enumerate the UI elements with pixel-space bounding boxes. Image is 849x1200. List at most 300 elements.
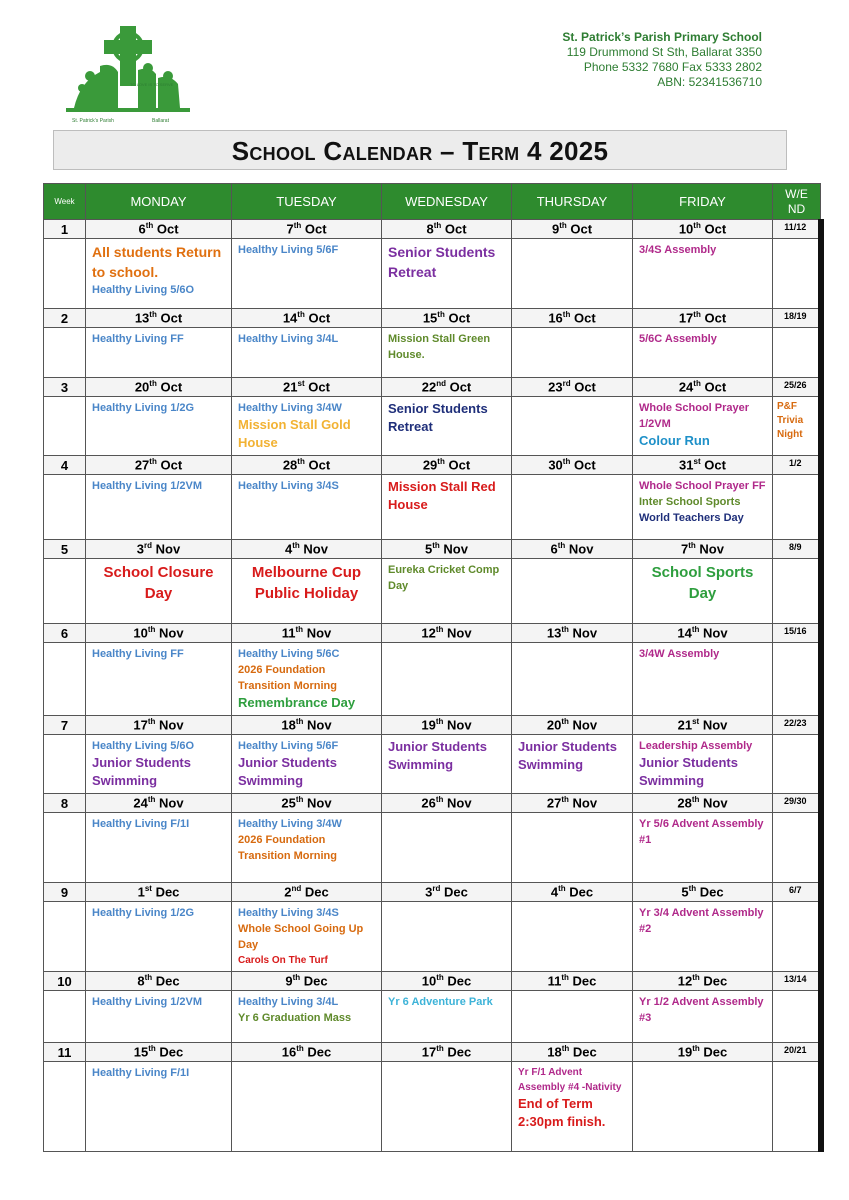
date-tue: [232, 624, 382, 643]
week-events-row: [44, 813, 821, 883]
date-number: 3: [425, 884, 433, 900]
date-month: Nov: [307, 717, 332, 733]
events-fri: [633, 902, 773, 972]
date-number: 29: [422, 457, 438, 473]
date-tue: [232, 378, 382, 397]
school-abn: ABN: 52341536710: [657, 75, 762, 89]
events-thu: [512, 813, 633, 883]
events-thu: [512, 1062, 633, 1152]
week-events-row: [44, 559, 821, 624]
date-wed: [382, 309, 512, 328]
date-suffix: nd: [291, 884, 302, 894]
date-number: 28: [282, 457, 298, 473]
calendar-event: Junior Students Swimming: [639, 755, 738, 788]
date-month: Nov: [572, 717, 598, 733]
date-month: Dec: [447, 973, 472, 989]
events-mon: [86, 735, 232, 794]
date-mon: [86, 456, 232, 475]
calendar-event: Melbourne Cup Public Holiday: [251, 564, 362, 602]
date-number: 15: [133, 1044, 149, 1060]
events-fri: [633, 1062, 773, 1152]
week-number: 3: [44, 378, 86, 397]
date-suffix: th: [148, 1044, 156, 1054]
events-tue: [232, 735, 382, 794]
date-fri: [633, 716, 773, 735]
date-suffix: rd: [432, 884, 441, 894]
events-wend: [773, 991, 821, 1043]
calendar-event: Senior Students Retreat: [388, 244, 496, 280]
calendar-event: Healthy Living 5/6F: [238, 244, 339, 256]
week-events-row: [44, 475, 821, 540]
date-wed: [382, 972, 512, 991]
date-suffix: th: [561, 1044, 570, 1054]
date-month: Nov: [568, 541, 594, 557]
calendar-event: Junior Students Swimming: [92, 755, 191, 788]
date-number: 6: [550, 541, 558, 557]
date-suffix: th: [561, 795, 569, 805]
calendar-event: Mission Stall Green House.: [388, 333, 491, 361]
week-events-spacer: [44, 475, 86, 540]
events-tue: [232, 813, 382, 883]
date-suffix: th: [691, 795, 700, 805]
events-fri: [633, 735, 773, 794]
date-month: Dec: [303, 973, 328, 989]
events-wed: [382, 397, 512, 456]
date-suffix: th: [561, 717, 569, 727]
date-suffix: th: [295, 795, 304, 805]
week-number: 5: [44, 540, 86, 559]
events-thu: [512, 735, 633, 794]
events-wend: [773, 1062, 821, 1152]
events-mon: [86, 902, 232, 972]
events-wed: [382, 1062, 512, 1152]
date-number: 8: [426, 221, 434, 237]
week-number: 6: [44, 624, 86, 643]
events-mon: [86, 991, 232, 1043]
calendar-event: P&F Trivia Night: [777, 401, 804, 440]
date-month: Nov: [159, 625, 184, 641]
date-month: Nov: [447, 795, 472, 811]
date-mon: [86, 624, 232, 643]
date-mon: [86, 378, 232, 397]
events-wed: [382, 643, 512, 716]
date-thu: [512, 794, 633, 813]
events-thu: [512, 991, 633, 1043]
events-wend: [773, 475, 821, 540]
date-tue: [232, 309, 382, 328]
date-month: Dec: [307, 1044, 332, 1060]
week-date-row: [44, 883, 821, 902]
events-mon: [86, 1062, 232, 1152]
date-number: 17: [678, 310, 694, 326]
date-number: 17: [133, 717, 148, 733]
date-number: 16: [281, 1044, 297, 1060]
date-number: 21: [677, 717, 693, 733]
calendar-event: Yr 6 Graduation Mass: [238, 1012, 352, 1024]
week-events-row: [44, 239, 821, 309]
date-suffix: th: [432, 541, 440, 551]
events-wed: [382, 902, 512, 972]
date-suffix: th: [147, 795, 156, 805]
date-number: 10: [421, 973, 437, 989]
header-week: Week: [44, 184, 86, 220]
date-suffix: th: [147, 625, 156, 635]
date-month: Dec: [155, 884, 180, 900]
date-number: 13: [546, 625, 562, 641]
week-date-row: [44, 1043, 821, 1062]
date-month: Oct: [573, 310, 596, 326]
date-number: 24: [678, 379, 694, 395]
date-month: Oct: [160, 310, 183, 326]
title-box: [53, 130, 787, 170]
date-number: 24: [133, 795, 148, 811]
header-weekend-line2: ND: [787, 201, 806, 216]
calendar-event: Healthy Living 3/4W: [238, 402, 342, 414]
week-events-spacer: [44, 813, 86, 883]
date-number: 5: [425, 541, 433, 557]
events-wend: [773, 397, 821, 456]
date-suffix: th: [145, 221, 154, 231]
date-suffix: rd: [144, 541, 153, 551]
date-wed: [382, 624, 512, 643]
date-month: Nov: [699, 541, 724, 557]
events-wed: [382, 328, 512, 378]
events-mon: [86, 397, 232, 456]
week-number: 7: [44, 716, 86, 735]
calendar-event: Healthy Living 3/4S: [238, 907, 339, 919]
date-suffix: th: [149, 310, 157, 320]
date-fri: [633, 972, 773, 991]
date-number: 28: [677, 795, 692, 811]
date-number: 7: [681, 541, 689, 557]
events-tue: [232, 239, 382, 309]
date-suffix: th: [296, 1044, 304, 1054]
weekend-dates: 20/21: [773, 1043, 821, 1062]
date-number: 26: [421, 795, 436, 811]
events-mon: [86, 643, 232, 716]
date-month: Oct: [308, 457, 331, 473]
week-events-spacer: [44, 239, 86, 309]
date-fri: [633, 1043, 773, 1062]
header-thursday: THURSDAY: [512, 184, 633, 220]
date-suffix: th: [693, 221, 701, 231]
date-month: Dec: [447, 1044, 472, 1060]
date-suffix: th: [558, 884, 566, 894]
events-fri: [633, 328, 773, 378]
date-suffix: nd: [436, 379, 446, 389]
date-suffix: th: [562, 310, 571, 320]
week-events-spacer: [44, 991, 86, 1043]
date-suffix: st: [297, 379, 305, 389]
date-number: 12: [421, 625, 436, 641]
date-number: 4: [550, 884, 559, 900]
date-mon: [86, 220, 232, 239]
date-mon: [86, 309, 232, 328]
date-number: 11: [547, 973, 562, 989]
date-suffix: th: [435, 795, 444, 805]
date-number: 16: [548, 310, 563, 326]
date-thu: [512, 624, 633, 643]
logo-motto: TO LOVE IS TO SERVE: [130, 82, 174, 87]
weekend-dates: 15/16: [773, 624, 821, 643]
date-number: 1: [137, 884, 145, 900]
date-wed: [382, 220, 512, 239]
events-wed: [382, 813, 512, 883]
events-tue: [232, 397, 382, 456]
weekend-dates: 6/7: [773, 883, 821, 902]
calendar-event: Healthy Living 3/4L: [238, 333, 339, 345]
date-suffix: th: [692, 973, 700, 983]
calendar-event: Healthy Living 5/6F: [238, 740, 339, 752]
date-suffix: th: [297, 310, 305, 320]
weekend-dates: 29/30: [773, 794, 821, 813]
date-fri: [633, 624, 773, 643]
date-suffix: th: [149, 379, 157, 389]
calendar-event: Whole School Going Up Day: [238, 923, 364, 951]
date-month: Nov: [159, 795, 184, 811]
events-wend: [773, 735, 821, 794]
week-events-row: [44, 328, 821, 378]
date-number: 18: [281, 717, 296, 733]
date-month: Dec: [699, 884, 724, 900]
week-number: 4: [44, 456, 86, 475]
date-month: Oct: [160, 457, 183, 473]
date-month: Nov: [447, 625, 472, 641]
calendar-event: Senior Students Retreat: [388, 401, 488, 434]
events-tue: [232, 328, 382, 378]
calendar-event: Mission Stall Red House: [388, 479, 496, 512]
date-number: 30: [548, 457, 563, 473]
date-month: Dec: [703, 973, 728, 989]
date-tue: [232, 1043, 382, 1062]
date-suffix: th: [557, 541, 566, 551]
calendar-event: Inter School Sports: [639, 496, 741, 508]
events-mon: [86, 813, 232, 883]
date-number: 4: [285, 541, 293, 557]
calendar-event: Healthy Living 5/6C: [238, 648, 340, 660]
events-thu: [512, 559, 633, 624]
date-suffix: th: [436, 973, 444, 983]
date-suffix: th: [437, 457, 445, 467]
date-mon: [86, 972, 232, 991]
week-number: 1: [44, 220, 86, 239]
date-fri: [633, 220, 773, 239]
date-suffix: st: [144, 884, 152, 894]
calendar-event: 5/6C Assembly: [639, 333, 717, 345]
date-wed: [382, 794, 512, 813]
date-suffix: th: [293, 221, 302, 231]
date-mon: [86, 1043, 232, 1062]
date-number: 27: [546, 795, 562, 811]
date-month: Oct: [308, 310, 331, 326]
date-month: Oct: [704, 457, 726, 473]
events-fri: [633, 991, 773, 1043]
calendar-event: Healthy Living 1/2VM: [92, 996, 203, 1008]
logo-parish-text: St. Patrick’s Parish: [72, 118, 114, 124]
logo-city-text: Ballarat: [152, 118, 169, 124]
week-date-row: [44, 624, 821, 643]
calendar-event: Healthy Living FF: [92, 333, 184, 345]
date-suffix: th: [692, 1044, 700, 1054]
date-month: Oct: [573, 457, 596, 473]
week-events-row: [44, 1062, 821, 1152]
date-thu: [512, 456, 633, 475]
date-suffix: th: [292, 541, 300, 551]
date-month: Oct: [156, 221, 179, 237]
calendar-event: Whole School Prayer FF: [639, 480, 766, 492]
events-tue: [232, 1062, 382, 1152]
header-wednesday: WEDNESDAY: [382, 184, 512, 220]
date-number: 14: [677, 625, 692, 641]
calendar-event: Healthy Living F/1I: [92, 1067, 190, 1079]
calendar-event: 3/4W Assembly: [639, 648, 720, 660]
date-month: Dec: [444, 884, 468, 900]
date-month: Nov: [572, 625, 598, 641]
events-wend: [773, 902, 821, 972]
date-number: 13: [134, 310, 150, 326]
calendar-event: Healthy Living FF: [92, 648, 184, 660]
calendar-event: Healthy Living F/1I: [92, 818, 190, 830]
week-number: 10: [44, 972, 86, 991]
date-number: 21: [283, 379, 298, 395]
events-thu: [512, 328, 633, 378]
calendar-event: End of Term 2:30pm finish.: [518, 1096, 606, 1129]
date-number: 18: [547, 1044, 562, 1060]
calendar-event: All students Return to school.: [92, 244, 222, 280]
events-wed: [382, 475, 512, 540]
calendar-event: School Sports Day: [651, 564, 754, 602]
date-suffix: th: [691, 625, 700, 635]
date-number: 8: [137, 973, 145, 989]
date-number: 22: [421, 379, 437, 395]
weekend-dates: 25/26: [773, 378, 821, 397]
date-suffix: th: [149, 457, 157, 467]
school-phone: Phone 5332 7680 Fax 5333 2802: [583, 60, 762, 74]
events-thu: [512, 475, 633, 540]
date-number: 20: [546, 717, 562, 733]
page-title: School Calendar – Term 4 2025: [231, 136, 609, 166]
date-suffix: th: [688, 541, 696, 551]
events-tue: [232, 475, 382, 540]
date-month: Nov: [307, 795, 332, 811]
events-thu: [512, 239, 633, 309]
calendar-event: Yr 3/4 Advent Assembly #2: [639, 907, 764, 935]
calendar-event: Healthy Living 1/2G: [92, 907, 195, 919]
date-thu: [512, 1043, 633, 1062]
date-fri: [633, 456, 773, 475]
week-events-row: [44, 397, 821, 456]
date-number: 6: [138, 221, 146, 237]
events-fri: [633, 397, 773, 456]
week-date-row: [44, 378, 821, 397]
date-month: Nov: [447, 717, 472, 733]
date-suffix: th: [559, 221, 567, 231]
date-month: Dec: [155, 973, 180, 989]
date-suffix: th: [433, 221, 442, 231]
date-month: Nov: [303, 541, 328, 557]
date-fri: [633, 883, 773, 902]
header-tuesday: TUESDAY: [232, 184, 382, 220]
school-info: [562, 30, 762, 90]
events-fri: [633, 813, 773, 883]
date-month: Nov: [155, 541, 181, 557]
calendar-event: Remembrance Day: [238, 695, 356, 710]
date-tue: [232, 456, 382, 475]
week-events-row: [44, 643, 821, 716]
date-suffix: th: [292, 973, 301, 983]
date-mon: [86, 883, 232, 902]
date-suffix: th: [435, 717, 444, 727]
events-thu: [512, 397, 633, 456]
week-events-spacer: [44, 643, 86, 716]
events-wed: [382, 735, 512, 794]
calendar-event: Yr F/1 Advent Assembly #4 -Nativity: [518, 1067, 622, 1093]
date-tue: [232, 220, 382, 239]
date-suffix: th: [562, 457, 571, 467]
calendar-event: Junior Students Swimming: [238, 755, 337, 788]
events-wend: [773, 813, 821, 883]
date-mon: [86, 540, 232, 559]
header-weekend: [773, 184, 821, 220]
date-number: 15: [422, 310, 438, 326]
calendar-event: Healthy Living 5/6O: [92, 284, 195, 296]
date-mon: [86, 794, 232, 813]
date-month: Oct: [444, 221, 467, 237]
week-date-row: [44, 220, 821, 239]
week-number: 8: [44, 794, 86, 813]
events-fri: [633, 239, 773, 309]
week-number: 2: [44, 309, 86, 328]
calendar-event: Yr 5/6 Advent Assembly #1: [639, 818, 764, 846]
weekend-dates: 18/19: [773, 309, 821, 328]
date-tue: [232, 972, 382, 991]
calendar-event: Yr 1/2 Advent Assembly #3: [639, 996, 764, 1024]
date-thu: [512, 220, 633, 239]
date-suffix: st: [692, 717, 700, 727]
date-tue: [232, 716, 382, 735]
date-month: Oct: [304, 221, 327, 237]
calendar-event: 3/4S Assembly: [639, 244, 717, 256]
date-wed: [382, 1043, 512, 1062]
date-wed: [382, 456, 512, 475]
weekend-dates: 8/9: [773, 540, 821, 559]
date-month: Oct: [704, 310, 727, 326]
date-number: 9: [551, 221, 560, 237]
date-suffix: th: [435, 625, 444, 635]
weekend-dates: 1/2: [773, 456, 821, 475]
date-wed: [382, 540, 512, 559]
date-month: Oct: [449, 379, 472, 395]
date-number: 14: [282, 310, 298, 326]
date-month: Nov: [443, 541, 468, 557]
date-number: 2: [284, 884, 292, 900]
date-suffix: rd: [562, 379, 571, 389]
date-thu: [512, 309, 633, 328]
date-number: 5: [681, 884, 689, 900]
calendar-event: Healthy Living 1/2G: [92, 402, 195, 414]
date-month: Nov: [572, 795, 598, 811]
date-month: Oct: [308, 379, 330, 395]
events-wend: [773, 559, 821, 624]
week-events-row: [44, 991, 821, 1043]
date-month: Oct: [160, 379, 183, 395]
date-month: Oct: [704, 221, 727, 237]
date-fri: [633, 540, 773, 559]
calendar-event: Junior Students Swimming: [518, 739, 617, 772]
week-date-row: [44, 540, 821, 559]
header-monday: MONDAY: [86, 184, 232, 220]
date-thu: [512, 972, 633, 991]
